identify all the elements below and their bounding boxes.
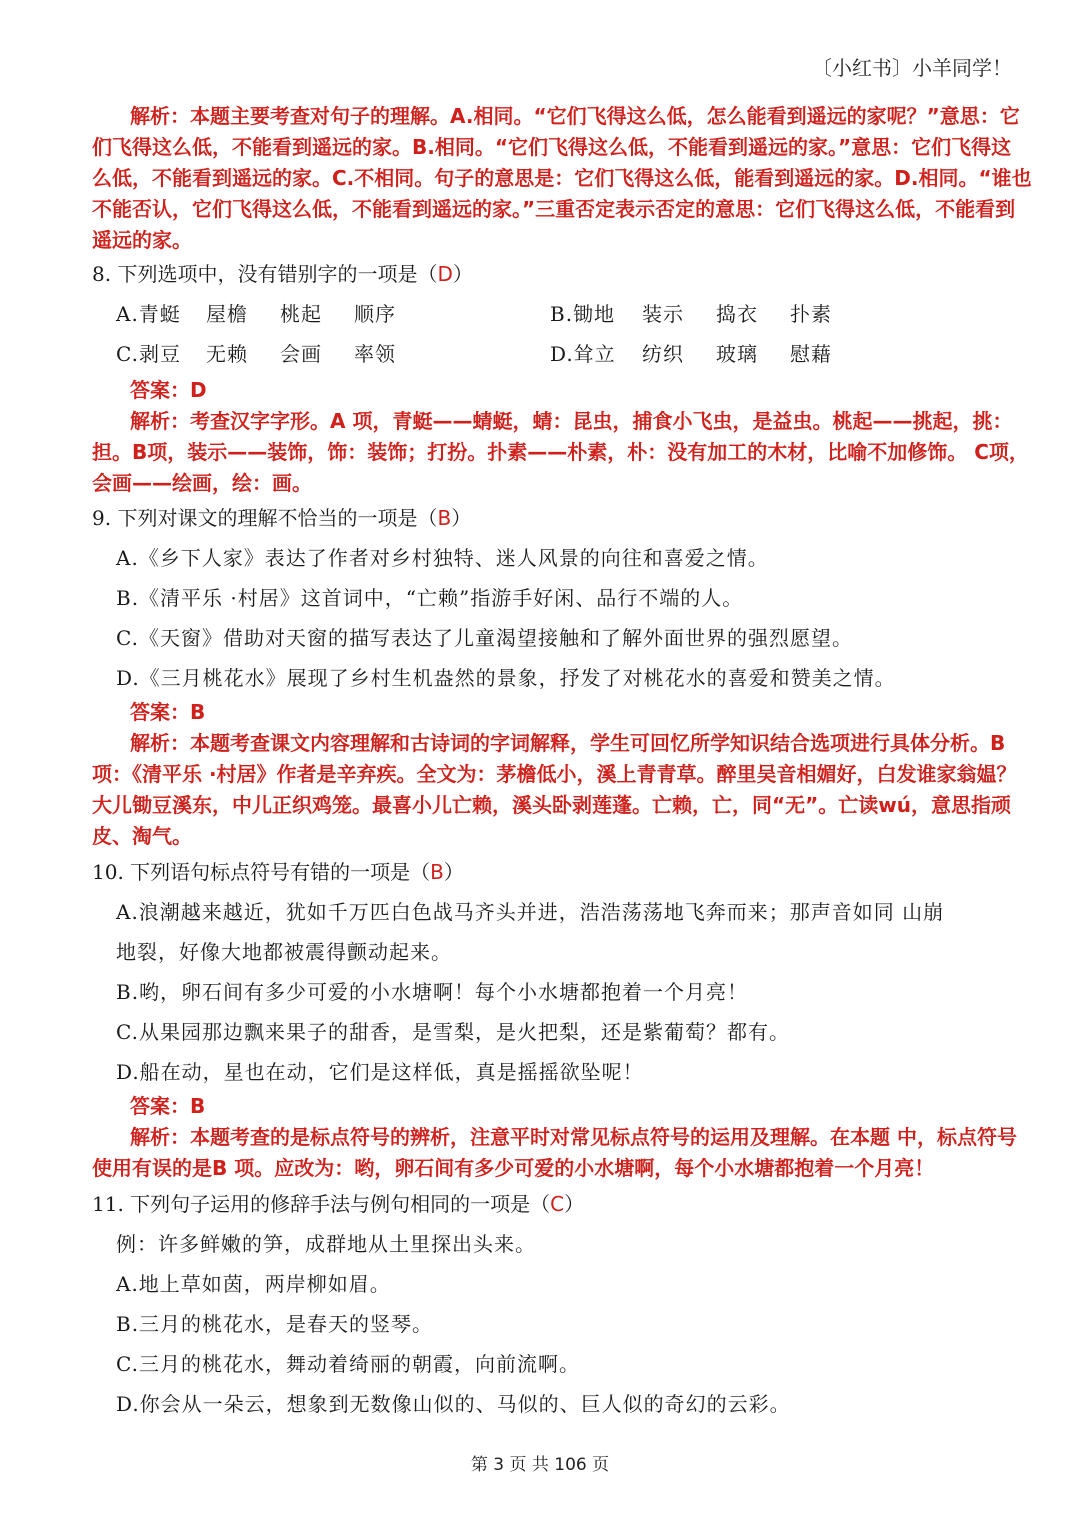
explain-line: 皮、淘气。 — [92, 824, 192, 848]
option-c: C.剥豆 无赖 会画 率领 — [116, 342, 396, 366]
option-a: A.地上草如茵，两岸柳如眉。 — [116, 1272, 391, 1296]
explain-line: 解析：本题考查课文内容理解和古诗词的字词解释，学生可回忆所学知识结合选项进行具体分析。B — [130, 731, 1006, 755]
option-c: C.三月的桃花水，舞动着绮丽的朝霞，向前流啊。 — [116, 1352, 580, 1376]
option-a: A.浪潮越来越近，犹如千万匹白色战马齐头并进，浩浩荡荡地飞奔而来；那声音如同 山崩 — [116, 900, 945, 924]
explain-line: 项：《清平乐 ·村居》作者是辛弃疾。全文为：茅檐低小，溪上青青草。醉里吴音相媚好，白发谁家翁媪？ — [92, 762, 1017, 786]
answer-label: 答案：B — [130, 1094, 206, 1118]
explain-line: 么低，不能看到遥远的家。C.不相同。句子的意思是：它们飞得这么低，能看到遥远的家。D.相同。“谁也 — [92, 166, 1032, 190]
page-header: 〔小红书〕小羊同学！ — [812, 56, 1012, 80]
explain-line: 解析：本题考查的是标点符号的辨析，注意平时对常见标点符号的运用及理解。在本题 中，标点符号 — [130, 1125, 1017, 1149]
option-c: C.从果园那边飘来果子的甜香，是雪梨，是火把梨，还是紫葡萄？都有。 — [116, 1020, 790, 1044]
option-a-continued: 地裂，好像大地都被震得颤动起来。 — [116, 940, 452, 964]
option-d: D.耸立 纺织 玻璃 慰藉 — [550, 342, 832, 366]
option-d: D.你会从一朵云，想象到无数像山似的、马似的、巨人似的奇幻的云彩。 — [116, 1392, 791, 1416]
explain-line: 大儿锄豆溪东，中儿正织鸡笼。最喜小儿亡赖，溪头卧剥莲蓬。亡赖，亡，同“无”。亡读wú，意思指顽 — [92, 793, 1012, 817]
option-b: B.哟，卵石间有多少可爱的小水塘啊！每个小水塘都抱着一个月亮！ — [116, 980, 749, 1004]
explain-line: 解析：考查汉字字形。A 项，青蜓——蜻蜓，蜻：昆虫，捕食小飞虫，是益虫。桃起——挑起，挑： — [130, 409, 1013, 433]
explain-line: 担。B项，装示——装饰，饰：装饰；打扮。扑素——朴素，朴：没有加工的木材，比喻不加修饰。 C项， — [92, 440, 1029, 464]
question-stem: 10. 下列语句标点符号有错的一项是（B） — [92, 860, 464, 884]
explain-line: 遥远的家。 — [92, 228, 192, 252]
inline-answer: D — [437, 262, 453, 286]
question-stem: 8. 下列选项中，没有错别字的一项是（D） — [92, 262, 473, 286]
option-a: A.《乡下人家》表达了作者对乡村独特、迷人风景的向往和喜爱之情。 — [116, 546, 769, 570]
option-b: B.三月的桃花水，是春天的竖琴。 — [116, 1312, 434, 1336]
explain-line: 使用有误的是B 项。应改为：哟，卵石间有多少可爱的小水塘啊，每个小水塘都抱着一个月亮！ — [92, 1156, 935, 1180]
inline-answer: B — [437, 506, 452, 530]
option-d: D.《三月桃花水》展现了乡村生机盎然的景象，抒发了对桃花水的喜爱和赞美之情。 — [116, 666, 896, 690]
question-stem: 9. 下列对课文的理解不恰当的一项是（B） — [92, 506, 472, 530]
inline-answer: B — [430, 860, 444, 884]
page-footer: 第 3 页 共 106 页 — [470, 1455, 610, 1475]
option-a: A.青蜓 屋檐 桃起 顺序 — [116, 302, 396, 326]
inline-answer: C — [550, 1192, 565, 1216]
example-sentence: 例：许多鲜嫩的笋，成群地从土里探出头来。 — [116, 1232, 536, 1256]
explain-line: 解析：本题主要考查对句子的理解。A.相同。“它们飞得这么低，怎么能看到遥远的家呢？”意思：它 — [130, 104, 1020, 128]
option-c: C.《天窗》借助对天窗的描写表达了儿童渴望接触和了解外面世界的强烈愿望。 — [116, 626, 853, 650]
option-d: D.船在动，星也在动，它们是这样低，真是摇摇欲坠呢！ — [116, 1060, 644, 1084]
explain-line: 会画——绘画，绘：画。 — [92, 471, 312, 495]
explain-line: 不能否认，它们飞得这么低，不能看到遥远的家。”三重否定表示否定的意思：它们飞得这么低，不能看到 — [92, 197, 1016, 221]
answer-label: 答案：D — [130, 378, 207, 402]
option-b: B.锄地 装示 捣衣 扑素 — [550, 302, 832, 326]
question-stem: 11. 下列句子运用的修辞手法与例句相同的一项是（C） — [92, 1192, 585, 1216]
explain-line: 们飞得这么低，不能看到遥远的家。B.相同。“它们飞得这么低，不能看到遥远的家。”意思：它们飞得这 — [92, 135, 1012, 159]
answer-label: 答案：B — [130, 700, 206, 724]
option-b: B.《清平乐 ·村居》这首词中，“亡赖”指游手好闲、品行不端的人。 — [116, 586, 744, 610]
